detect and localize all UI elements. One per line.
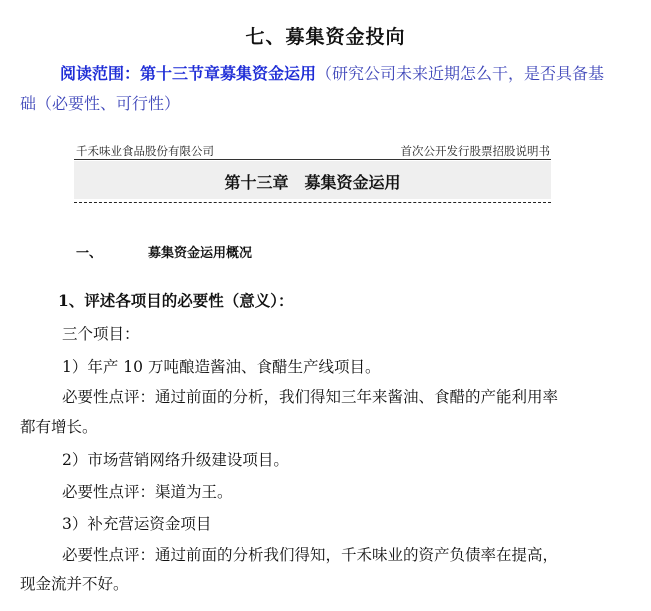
body-line: 3）补充营运资金项目 <box>62 515 212 533</box>
company-name: 千禾味业食品股份有限公司 <box>76 144 214 158</box>
chapter-title: 第十三章 募集资金运用 <box>224 173 401 192</box>
body-line: 必要性点评：渠道为王。 <box>62 483 233 501</box>
body-line: 三个项目： <box>62 325 140 343</box>
reading-scope-label: 阅读范围：第十三节章募集资金运用 <box>60 64 317 83</box>
header-rule <box>74 159 551 160</box>
chapter-rule <box>74 202 551 203</box>
body-line: 必要性点评：通过前面的分析，我们得知三年来酱油、食醋的产能利用率 <box>62 388 559 406</box>
body-line: 现金流并不好。 <box>20 575 129 593</box>
body-line: 都有增长。 <box>20 418 98 436</box>
document-title: 首次公开发行股票招股说明书 <box>400 144 550 158</box>
reading-scope <box>20 59 620 119</box>
body-line: 2）市场营销网络升级建设项目。 <box>62 451 289 469</box>
body-line: 1）年产 10 万吨酿造酱油、食醋生产线项目。 <box>62 358 381 376</box>
body-line: 必要性点评：通过前面的分析我们得知，千禾味业的资产负债率在提高， <box>62 546 559 564</box>
section-title: 募集资金运用概况 <box>148 246 253 261</box>
reading-scope-note: （研究公司未来近期怎么干，是否具备基础（必要性、可行性） <box>20 64 605 113</box>
page-title: 七、募集资金投向 <box>245 26 406 48</box>
section-number: 一、 <box>76 246 103 261</box>
subheading: 1、评述各项目的必要性（意义）： <box>58 291 294 310</box>
